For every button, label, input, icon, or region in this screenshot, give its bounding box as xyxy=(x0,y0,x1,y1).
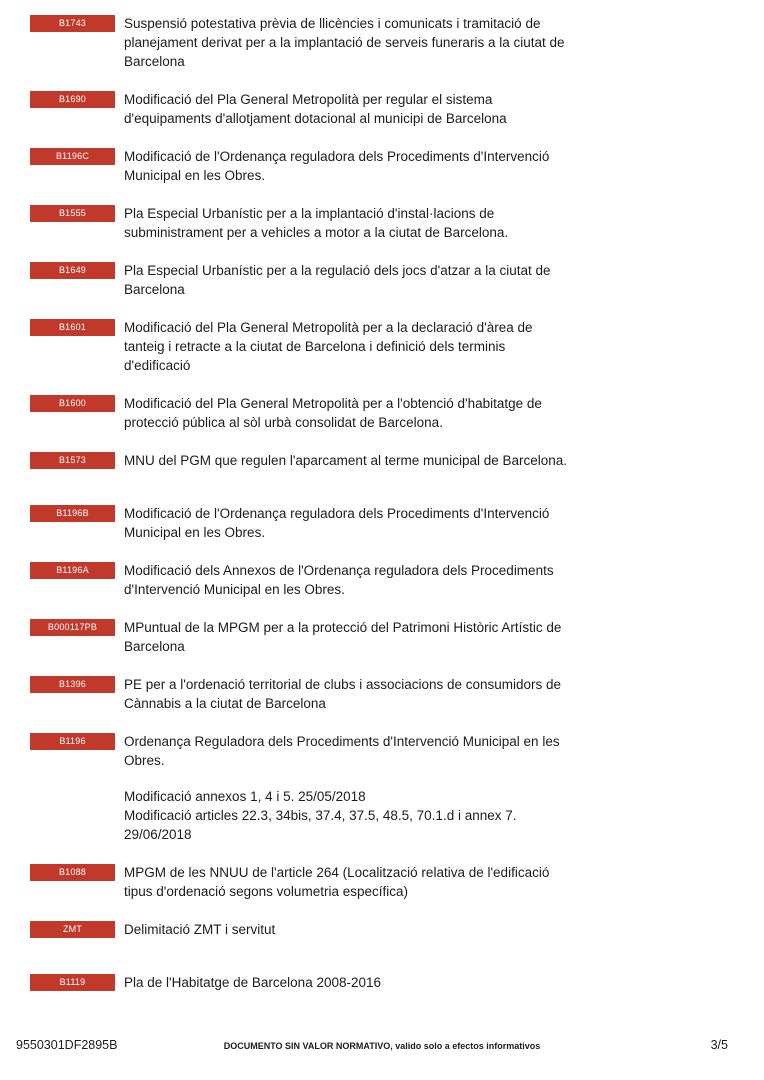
item-text-line: MNU del PGM que regulen l'aparcament al terme municipal de Barcelona. xyxy=(124,453,568,468)
list-item xyxy=(30,973,724,992)
list-item xyxy=(30,14,724,71)
item-text-line: tipus d'ordenació segons volumetria específica) xyxy=(124,884,408,899)
item-text-line: Barcelona xyxy=(124,282,185,297)
item-code-badge: B000117PB xyxy=(30,619,115,636)
item-text-line: Pla Especial Urbanístic per a la regulació dels jocs d'atzar a la ciutat de xyxy=(124,263,551,278)
item-text-line: Pla Especial Urbanístic per a la implantació d'instal·lacions de xyxy=(124,206,495,221)
item-text-line: Municipal en les Obres. xyxy=(124,168,266,183)
item-text xyxy=(124,204,634,242)
list-item xyxy=(30,147,724,185)
list-item xyxy=(30,504,724,542)
list-item xyxy=(30,451,724,470)
list-item xyxy=(30,675,724,713)
item-text-line: Pla de l'Habitatge de Barcelona 2008-2016 xyxy=(124,975,382,990)
item-text xyxy=(124,973,634,992)
item-text-line: Modificació del Pla General Metropolità per regular el sistema xyxy=(124,92,493,107)
item-text xyxy=(124,920,634,939)
item-text-line: MPGM de les NNUU de l'article 264 (Localització relativa de l'edificació xyxy=(124,865,550,880)
item-code-badge: ZMT xyxy=(30,921,115,938)
item-text-line: Modificació dels Annexos de l'Ordenança reguladora dels Procediments xyxy=(124,563,554,578)
item-text-line: planejament derivat per a la implantació de serveis funeraris a la ciutat de xyxy=(124,35,565,50)
item-code-badge: B1690 xyxy=(30,91,115,108)
item-code-badge: B1196 xyxy=(30,733,115,750)
item-text xyxy=(124,318,634,375)
item-text-line: Suspensió potestativa prèvia de llicències i comunicats i tramitació de xyxy=(124,16,541,31)
item-text xyxy=(124,451,634,470)
item-text-line: Cànnabis a la ciutat de Barcelona xyxy=(124,696,326,711)
list-item xyxy=(30,318,724,375)
item-text xyxy=(124,675,634,713)
item-text-line: Barcelona xyxy=(124,639,185,654)
item-text-line: PE per a l'ordenació territorial de clubs i associacions de consumidors de xyxy=(124,677,562,692)
item-text-line: d'equipaments d'allotjament dotacional al municipi de Barcelona xyxy=(124,111,507,126)
item-code-badge: B1196C xyxy=(30,148,115,165)
item-text xyxy=(124,90,634,128)
item-note-line: Modificació articles 22.3, 34bis, 37.4, 37.5, 48.5, 70.1.d i annex 7. xyxy=(124,808,517,823)
item-code-badge: B1600 xyxy=(30,395,115,412)
document-reference: 9550301DF2895B xyxy=(16,1038,118,1052)
item-code-badge: B1649 xyxy=(30,262,115,279)
item-text-line: Modificació del Pla General Metropolità per a l'obtenció d'habitatge de xyxy=(124,396,542,411)
item-text-line: subministrament per a vehicles a motor a la ciutat de Barcelona. xyxy=(124,225,509,240)
item-notes xyxy=(124,787,634,844)
item-text-line: d'Intervenció Municipal en les Obres. xyxy=(124,582,345,597)
item-text-line: Obres. xyxy=(124,753,165,768)
item-code-badge: B1396 xyxy=(30,676,115,693)
item-text xyxy=(124,261,634,299)
list-item xyxy=(30,394,724,432)
page-number: 3/5 xyxy=(710,1038,728,1052)
item-text-line: MPuntual de la MPGM per a la protecció del Patrimoni Històric Artístic de xyxy=(124,620,562,635)
footer-disclaimer: DOCUMENTO SIN VALOR NORMATIVO, valido solo a efectos informativos xyxy=(223,1041,541,1051)
item-note-line: Modificació annexos 1, 4 i 5. 25/05/2018 xyxy=(124,789,366,804)
item-text-line: Ordenança Reguladora dels Procediments d'Intervenció Municipal en les xyxy=(124,734,560,749)
list-item xyxy=(30,261,724,299)
list-item xyxy=(30,561,724,599)
item-text xyxy=(124,732,634,844)
item-text xyxy=(124,561,634,599)
item-text-line: Modificació de l'Ordenança reguladora dels Procediments d'Intervenció xyxy=(124,506,550,521)
item-text-line: protecció pública al sòl urbà consolidat de Barcelona. xyxy=(124,415,443,430)
item-text-line: Modificació de l'Ordenança reguladora dels Procediments d'Intervenció xyxy=(124,149,550,164)
list-item xyxy=(30,618,724,656)
item-text xyxy=(124,504,634,542)
list-item xyxy=(30,863,724,901)
item-text xyxy=(124,147,634,185)
item-code-badge: B1573 xyxy=(30,452,115,469)
item-text xyxy=(124,863,634,901)
page-footer xyxy=(0,1038,764,1058)
item-text-line: Delimitació ZMT i servitut xyxy=(124,922,276,937)
document-list xyxy=(30,14,724,1011)
item-code-badge: B1196B xyxy=(30,505,115,522)
item-note-line: 29/06/2018 xyxy=(124,827,192,842)
item-code-badge: B1555 xyxy=(30,205,115,222)
item-text-line: tanteig i retracte a la ciutat de Barcelona i definició dels terminis xyxy=(124,339,506,354)
item-text-line: Modificació del Pla General Metropolità per a la declaració d'àrea de xyxy=(124,320,533,335)
item-code-badge: B1196A xyxy=(30,562,115,579)
item-text-line: d'edificació xyxy=(124,358,191,373)
item-text-line: Barcelona xyxy=(124,54,185,69)
item-code-badge: B1119 xyxy=(30,974,115,991)
item-code-badge: B1601 xyxy=(30,319,115,336)
item-text xyxy=(124,14,634,71)
list-item xyxy=(30,920,724,939)
item-code-badge: B1088 xyxy=(30,864,115,881)
item-text xyxy=(124,618,634,656)
list-item xyxy=(30,90,724,128)
item-text-line: Municipal en les Obres. xyxy=(124,525,266,540)
item-text xyxy=(124,394,634,432)
item-code-badge: B1743 xyxy=(30,15,115,32)
list-item xyxy=(30,204,724,242)
list-item xyxy=(30,732,724,844)
